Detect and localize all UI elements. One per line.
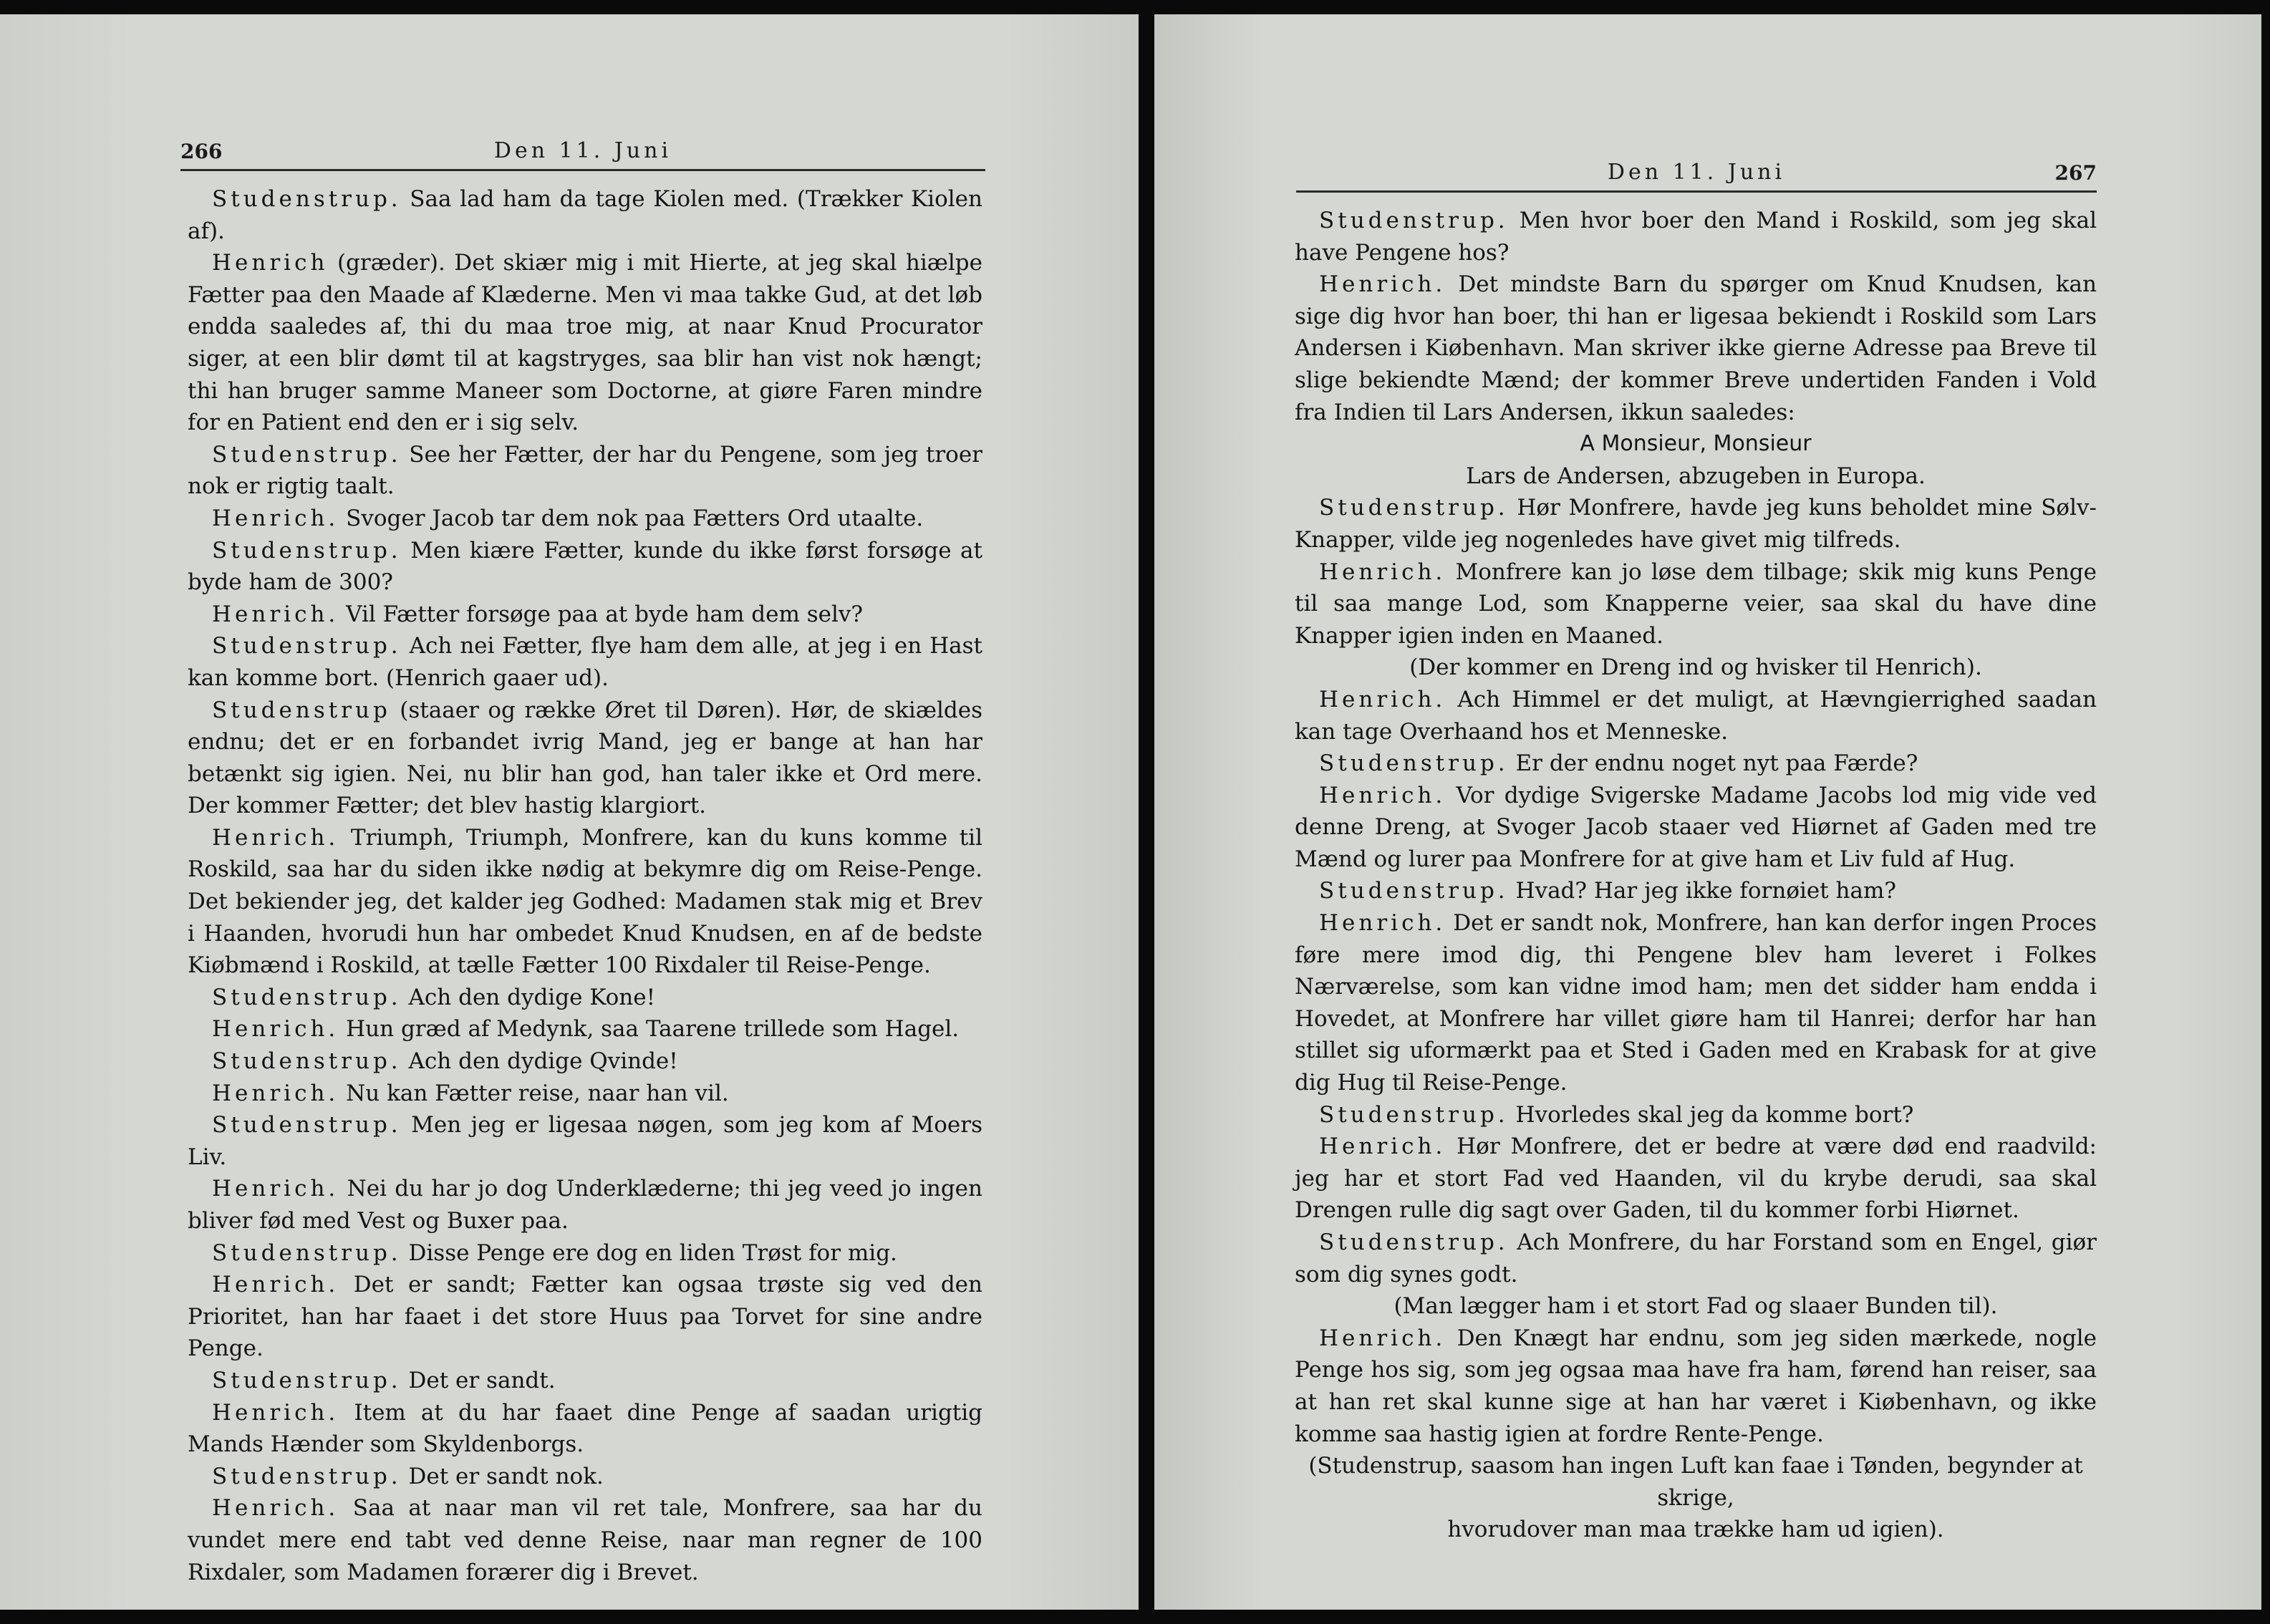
dialogue-paragraph [1295, 684, 2097, 748]
dialogue-text: (græder). Det skiær mig i mit Hierte, at jeg skal hiælpe Fætter paa den Maade af Klæderne. Men vi maa takke Gud, at det løb endda saaledes af, thi du maa troe mig, at naar Knud Procurator siger, at een blir dømt til at kagstryges, saa blir han vist nok hængt; thi han bruger samme Maneer som Doctorne, at giøre Faren mindre for en Patient end den er i sig selv. [188, 250, 982, 436]
dialogue-text: Er der endnu noget nyt paa Færde? [1508, 750, 1918, 777]
dialogue-text: Disse Penge ere dog en liden Trøst for mig. [401, 1239, 897, 1266]
dialogue-paragraph [1295, 1131, 2097, 1227]
speaker-name: Studenstrup. [212, 1048, 402, 1075]
dialogue-text: Hvad? Har jeg ikke fornøiet ham? [1508, 878, 1897, 904]
stage-direction: (Man lægger ham i et stort Fad og slaaer Bunden til). [1394, 1293, 1998, 1320]
dialogue-paragraph [188, 503, 982, 535]
dialogue-paragraph [188, 1013, 982, 1045]
speaker-name: Studenstrup. [212, 441, 402, 468]
dialogue-text: Vil Fætter forsøge paa at byde ham dem selv? [339, 601, 863, 627]
dialogue-text: Svoger Jacob tar dem nok paa Fætters Ord utaalte. [339, 505, 924, 531]
dialogue-paragraph [1295, 556, 2097, 652]
stage-direction: hvorudover man maa trække ham ud igien). [1447, 1517, 1944, 1543]
speaker-name: Henrich. [212, 1080, 339, 1106]
dialogue-text: Ach Himmel er det muligt, at Hævngierrighed saadan kan tage Overhaand hos et Menneske. [1295, 686, 2097, 745]
dialogue-paragraph [1295, 205, 2097, 269]
dialogue-text: Ach nei Fætter, flye ham dem alle, at jeg i en Hast kan komme bort. (Henrich gaaer ud). [188, 633, 982, 691]
right-header [1296, 148, 2097, 193]
dialogue-paragraph [188, 695, 982, 822]
speaker-name: Studenstrup. [1319, 495, 1509, 521]
dialogue-text: Item at du har faaet dine Penge af saadan urigtig Mands Hænder som Skyldenborgs. [188, 1399, 982, 1458]
dialogue-paragraph [1295, 780, 2097, 876]
dialogue-text: Ach Monfrere, du har Forstand som en Engel, giør som dig synes godt. [1295, 1229, 2097, 1287]
speaker-name: Studenstrup. [212, 1239, 402, 1266]
speaker-name: Studenstrup. [212, 1463, 402, 1489]
dialogue-text: Saa at naar man vil ret tale, Monfrere, saa har du vundet mere end tabt ved denne Reise, naar man regner de 100 Rixdaler, som Madamen forærer dig i Brevet. [188, 1495, 982, 1585]
dialogue-text: Hvorledes skal jeg da komme bort? [1508, 1101, 1914, 1128]
dialogue-text: Nu kan Fætter reise, naar han vil. [339, 1080, 729, 1106]
dialogue-text: Nei du har jo dog Underklæderne; thi jeg veed jo ingen bliver fød med Vest og Buxer paa. [188, 1176, 982, 1234]
speaker-name: Henrich. [212, 1399, 339, 1426]
speaker-name: Henrich. [212, 601, 339, 627]
dialogue-paragraph [188, 1173, 982, 1237]
speaker-name: Studenstrup. [212, 633, 402, 659]
speaker-name: Henrich. [1319, 686, 1446, 712]
speaker-name: Henrich. [212, 505, 339, 531]
dialogue-text: Ach den dydige Qvinde! [401, 1048, 678, 1075]
dialogue-paragraph [1295, 269, 2097, 428]
running-head: Den 11. Juni [493, 138, 672, 163]
dialogue-paragraph [1295, 748, 2097, 780]
right-page [1154, 14, 2261, 1610]
dialogue-paragraph [188, 1269, 982, 1365]
speaker-name: Henrich. [1319, 1325, 1446, 1351]
dialogue-paragraph [1295, 492, 2097, 556]
dialogue-text: (staaer og række Øret til Døren). Hør, de skiældes endnu; det er en forbandet ivrig Mand, jeg er bange at han har betænkt sig igien. Nei, nu blir han god, han taler ikke et Ord mere. Der kommer Fætter; det blev hastig klargiort. [188, 697, 982, 819]
left-body-text [188, 183, 982, 1588]
dialogue-text: Det er sandt nok, Monfrere, han kan derfor ingen Proces føre mere imod dig, thi Pengene blev ham leveret i Folkes Nærværelse, som kan vidne imod ham; men det sidder ham endda i Hovedet, at Monfrere har villet giøre ham til Hanrei; derfor har han stillet sig uformærkt paa et Sted i Gaden med en Krabask for at give dig Hug til Reise-Penge. [1295, 910, 2097, 1096]
dialogue-paragraph [188, 1078, 982, 1110]
dialogue-text: Det er sandt. [401, 1367, 556, 1393]
speaker-name: Henrich. [1319, 1134, 1446, 1160]
dialogue-paragraph [188, 1045, 982, 1078]
speaker-name: Studenstrup [212, 697, 391, 723]
address-line: A Monsieur, Monsieur [1580, 431, 1812, 457]
dialogue-text: Hør Monfrere, havde jeg kuns beholdet mine Sølv-Knapper, vilde jeg nogenledes have givet mig tilfreds. [1295, 495, 2097, 553]
dialogue-paragraph [188, 535, 982, 599]
speaker-name: Studenstrup. [212, 1367, 402, 1393]
speaker-name: Studenstrup. [1319, 878, 1509, 904]
dialogue-paragraph [188, 1109, 982, 1173]
dialogue-paragraph [1295, 1323, 2097, 1450]
speaker-name: Studenstrup. [1319, 208, 1509, 233]
dialogue-paragraph [188, 183, 982, 247]
dialogue-paragraph [188, 1237, 982, 1270]
dialogue-text: See her Fætter, der har du Pengene, som jeg troer nok er rigtig taalt. [188, 441, 982, 500]
speaker-name: Henrich. [1319, 782, 1446, 808]
dialogue-paragraph [1295, 875, 2097, 907]
speaker-name: Henrich. [1319, 271, 1446, 298]
speaker-name: Studenstrup. [212, 984, 402, 1010]
dialogue-paragraph [1295, 907, 2097, 1099]
speaker-name: Studenstrup. [212, 1112, 402, 1139]
speaker-name: Henrich. [212, 1016, 339, 1043]
left-header [180, 126, 985, 171]
dialogue-text: Vor dydige Svigerske Madame Jacobs lod mig vide ved denne Dreng, at Svoger Jacob staaer ved Hiørnet af Gaden med tre Mænd og lurer paa Monfrere for at give ham et Liv fuld af Hug. [1295, 782, 2097, 872]
dialogue-paragraph [188, 247, 982, 439]
speaker-name: Henrich. [212, 1176, 339, 1202]
dialogue-text: Men kiære Fætter, kunde du ikke først forsøge at byde ham de 300? [188, 537, 982, 596]
dialogue-text: Hør Monfrere, det er bedre at være død end raadvild: jeg har et stort Fad ved Haanden, vil du krybe derudi, saa skal Drengen rulle dig sagt over Gaden, til du kommer forbi Hiørnet. [1295, 1134, 2097, 1224]
speaker-name: Henrich. [1319, 559, 1446, 585]
dialogue-paragraph [1295, 1227, 2097, 1290]
dialogue-paragraph [188, 1397, 982, 1461]
dialogue-text: Hun græd af Medynk, saa Taarene trillede som Hagel. [339, 1016, 960, 1043]
right-body-text [1295, 205, 2097, 1546]
speaker-name: Studenstrup. [212, 186, 402, 212]
dialogue-text: Det er sandt nok. [401, 1463, 604, 1489]
dialogue-paragraph [188, 439, 982, 503]
page-number: 267 [2054, 161, 2097, 185]
speaker-name: Studenstrup. [1319, 750, 1509, 777]
dialogue-paragraph [188, 1365, 982, 1397]
speaker-name: Henrich. [1319, 910, 1446, 937]
dialogue-text: Triumph, Triumph, Monfrere, kan du kuns komme til Roskild, saa har du siden ikke nødig at bekymre dig om Reise-Penge. Det bekiender jeg, det kalder jeg Godhed: Madamen stak mig et Brev i Haanden, hvorudi hun har ombedet Knud Knudsen, en af de bedste Kiøbmænd i Roskild, at tælle Fætter 100 Rixdaler til Reise-Penge. [188, 824, 982, 979]
dialogue-paragraph [188, 1461, 982, 1493]
dialogue-text: Det er sandt; Fætter kan ogsaa trøste sig ved den Prioritet, han har faaet i det store Huus paa Torvet for sine andre Penge. [188, 1272, 982, 1362]
speaker-name: Studenstrup. [1319, 1101, 1509, 1128]
running-head: Den 11. Juni [1607, 160, 1786, 185]
dialogue-text: Men jeg er ligesaa nøgen, som jeg kom af Moers Liv. [188, 1112, 982, 1170]
speaker-name: Studenstrup. [1319, 1229, 1509, 1255]
speaker-name: Henrich. [212, 1495, 339, 1522]
dialogue-text: Det mindste Barn du spørger om Knud Knudsen, kan sige dig hvor han boer, thi han er ligesaa bekiendt i Roskild som Lars Andersen i Kiøbenhavn. Man skriver ikke gierne Adresse paa Breve til slige bekiendte Mænd; der kommer Breve undertiden Fanden i Vold fra Indien til Lars Andersen, ikkun saaledes: [1295, 271, 2097, 425]
left-page [0, 14, 1139, 1610]
speaker-name: Henrich [212, 250, 329, 276]
speaker-name: Henrich. [212, 824, 339, 851]
dialogue-text: Ach den dydige Kone! [401, 984, 656, 1010]
stage-direction: (Studenstrup, saasom han ingen Luft kan faae i Tønden, begynder at skrige, [1308, 1453, 2083, 1511]
speaker-name: Studenstrup. [212, 537, 402, 564]
dialogue-paragraph [188, 1492, 982, 1588]
speaker-name: Henrich. [212, 1272, 339, 1298]
address-line: Lars de Andersen, abzugeben in Europa. [1466, 463, 1926, 489]
stage-direction: (Der kommer en Dreng ind og hvisker til Henrich). [1409, 654, 1982, 681]
dialogue-text: Men hvor boer den Mand i Roskild, som jeg skal have Pengene hos? [1295, 208, 2097, 266]
dialogue-paragraph [188, 630, 982, 694]
dialogue-paragraph [188, 599, 982, 631]
dialogue-text: Den Knægt har endnu, som jeg siden mærkede, nogle Penge hos sig, som jeg ogsaa maa have fra ham, førend han reiser, saa at han ret skal kunne sige at han har været i Kiøbenhavn, og ikke komme saa hastig igien at fordre Rente-Penge. [1295, 1325, 2097, 1447]
dialogue-paragraph [188, 982, 982, 1014]
dialogue-paragraph [1295, 1099, 2097, 1131]
page-number: 266 [180, 140, 223, 163]
dialogue-text: Monfrere kan jo løse dem tilbage; skik mig kuns Penge til saa mange Lod, som Knapperne veier, saa skal du have dine Knapper igien inden en Maaned. [1295, 559, 2097, 649]
dialogue-paragraph [188, 822, 982, 982]
dialogue-text: Saa lad ham da tage Kiolen med. (Trækker Kiolen af). [188, 186, 982, 244]
